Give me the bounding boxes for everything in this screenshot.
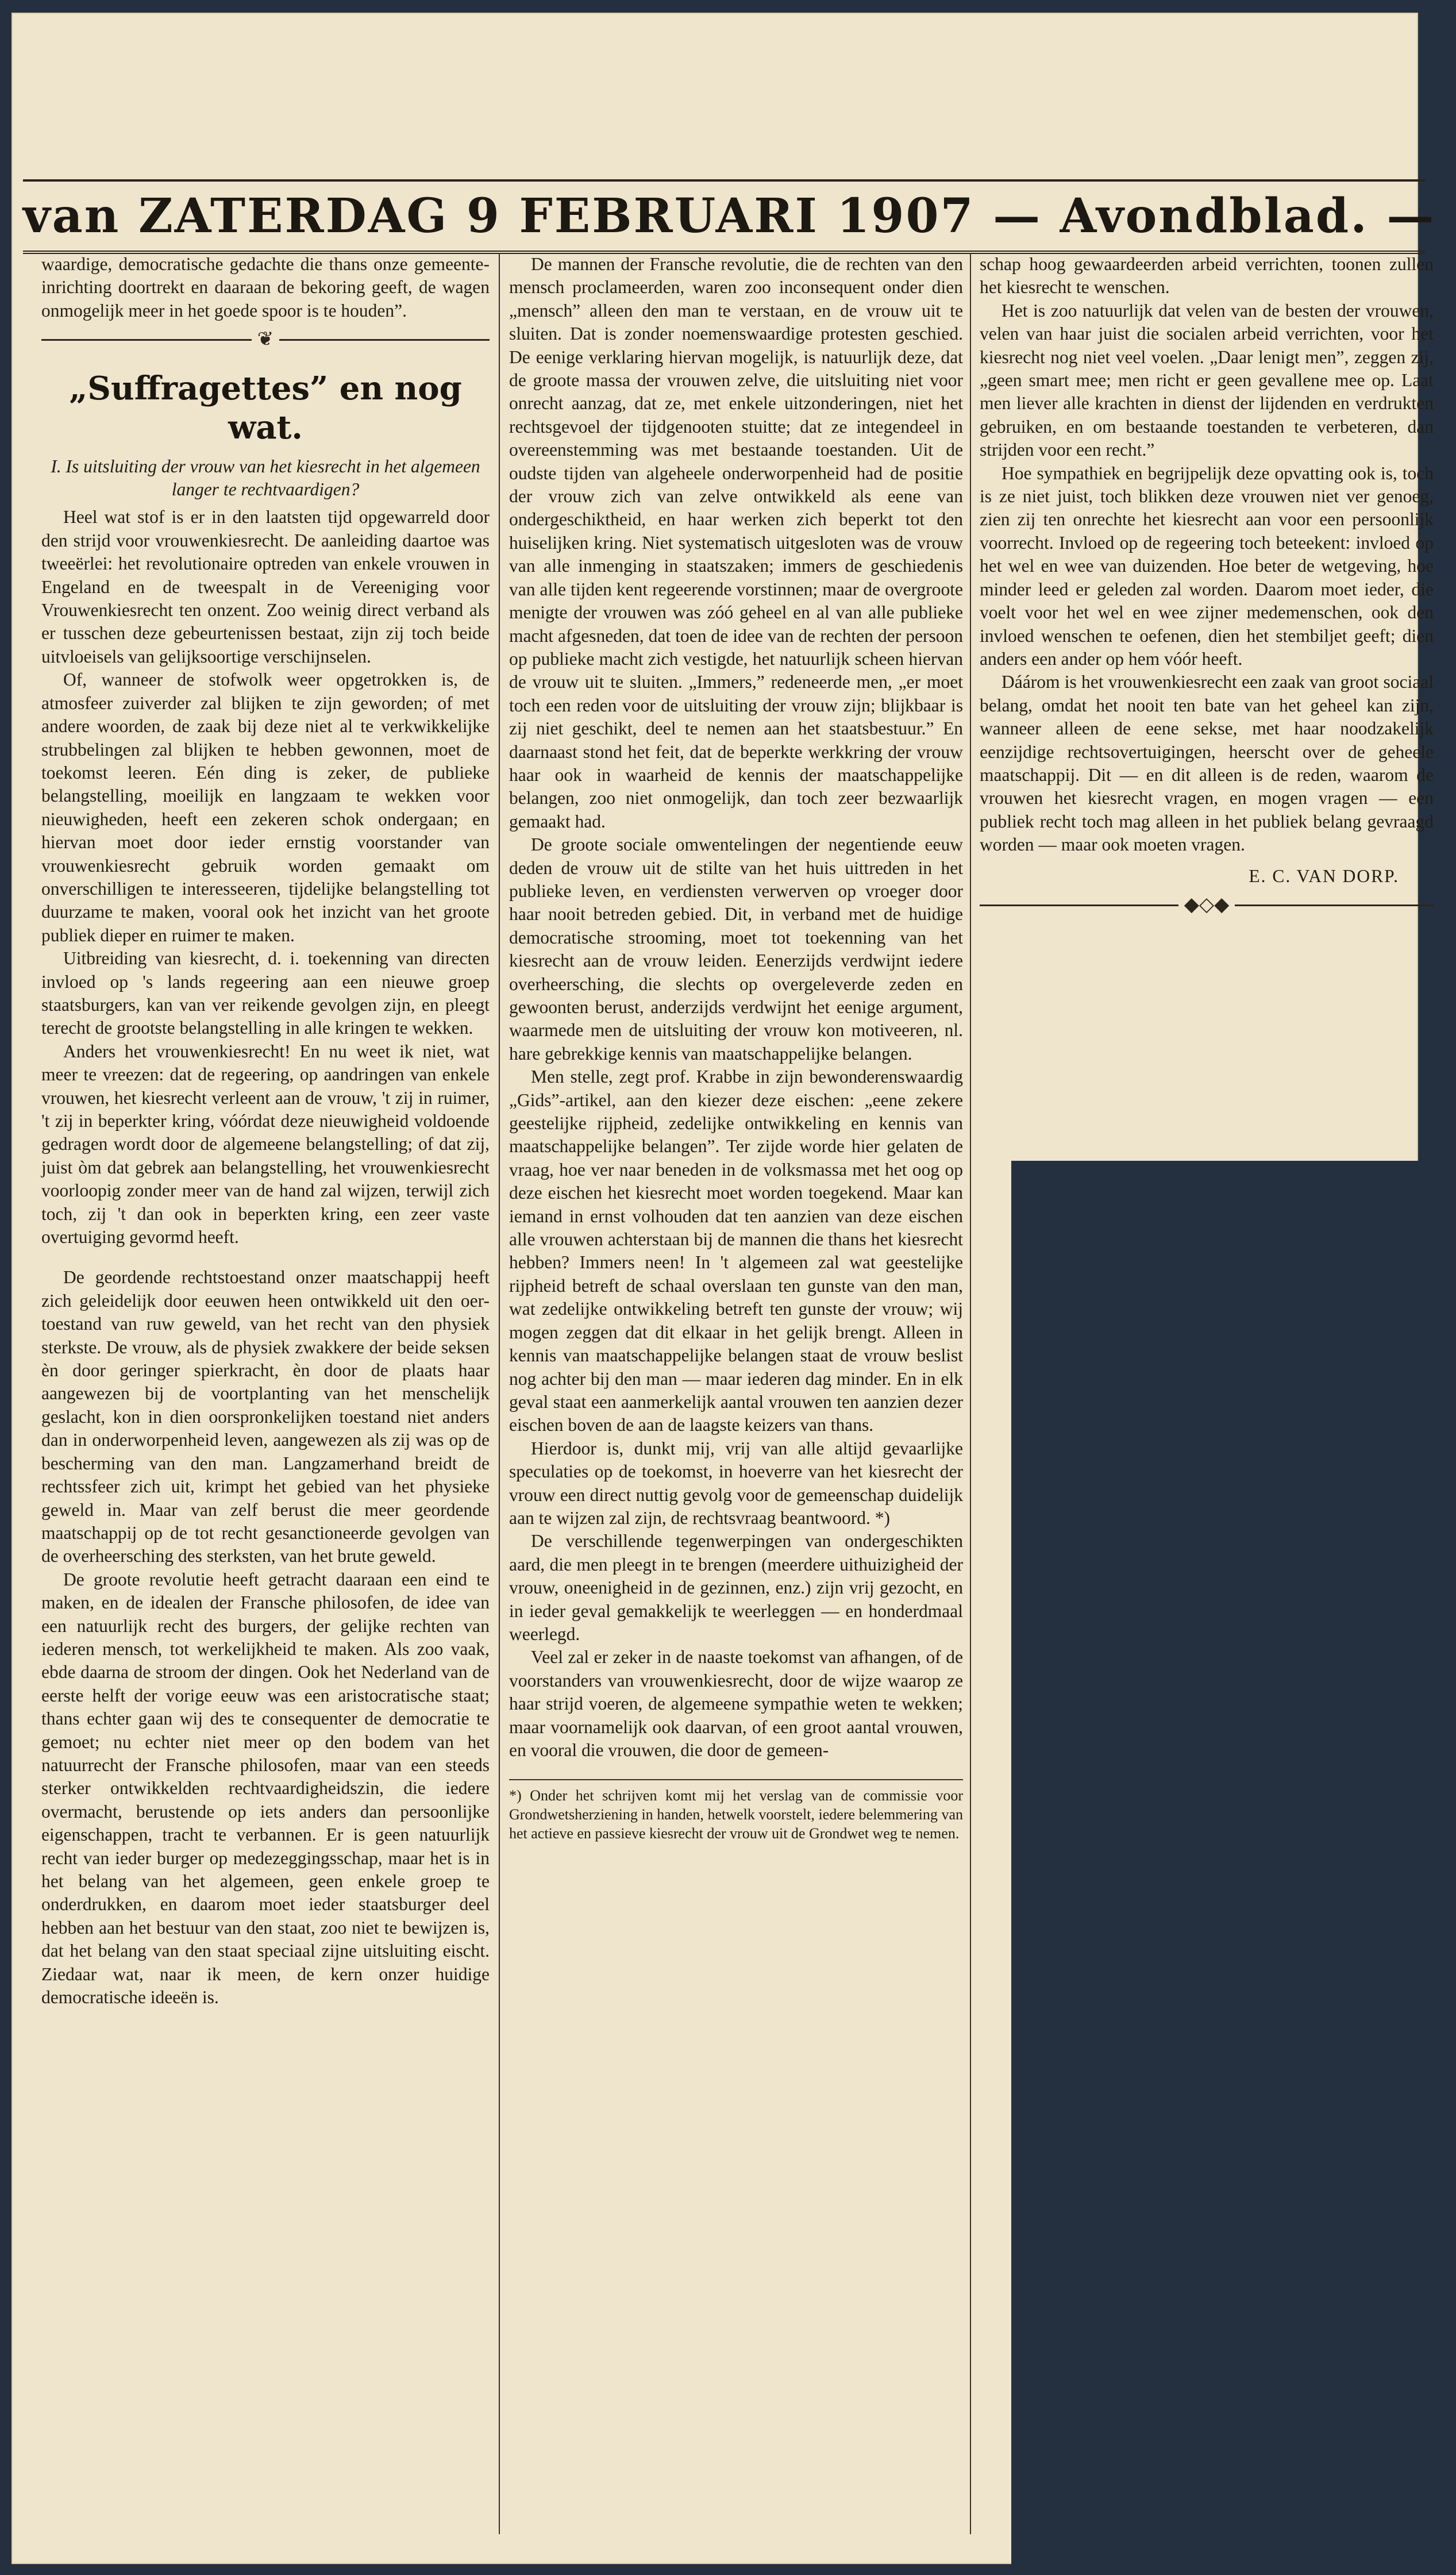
- column-1: [41, 253, 490, 2009]
- paragraph: De verschillende tegenwerpingen van ondergeschikten aard, die men pleegt in te brengen (meerdere uithuizigheid der vrouw, oneenigheid in de gezinnen, enz.) zijn vrij gezocht, en in ieder geval gemakkelijk te weerleggen — en honderdmaal weerlegd.: [509, 1531, 963, 1644]
- paragraph: Hoe sympathiek en begrijpelijk deze opvatting ook is, toch is ze niet juist, toch blikken deze vrouwen niet ver genoeg, zien zij ten onrechte het kiesrecht aan voor een persoonlijk voorrecht. Invloed op de regeering toch beteekent: invloed op het wel en wee van duizenden. Hoe beter de wetgeving, hoe minder leed er geleden zal worden. Daarom moet ieder, die voelt voor het wel en wee zijner medemenschen, ook den invloed wenschen te oefenen, dien het stembiljet geeft; dien anders een ander op hem vóór heeft.: [980, 463, 1434, 669]
- paragraph: Uitbreiding van kiesrecht, d. i. toekenning van directen invloed op 's lands regeering aan een nieuwe groep staatsburgers, kan van ver reikende gevolgen zijn, en pleegt terecht de grootste belangstelling in alle kringen te wekken.: [41, 948, 490, 1038]
- previous-article-ending: waardige, democratische gedachte die thans onze gemeente-inrichting doortrekt en daaraan de bekoring geeft, de wagen onmogelijk meer in het goede spoor is te houden”.: [41, 254, 490, 321]
- paragraph: De geordende rechtstoestand onzer maatschappij heeft zich geleidelijk door eeuwen heen ontwikkeld uit den oer-toestand van ruw geweld, van het recht van den physiek sterkste. De vrouw, als de physiek zwakkere der beide seksen èn door geringer spierkracht, èn door de plaats haar aangewezen bij de voortplanting van het menschelijk geslacht, kon in dien oorspronkelijken toestand niet anders dan in onderworpenheid leven, aangewezen als zij was op de bescherming van den man. Langzamerhand breidt de rechtssfeer zich uit, krimpt het gebied van het physieke geweld in. Maar van zelf berust die meer geordende maatschappij op de tot recht gesanctioneerde gevolgen van de overheersching des sterksten, van het brute geweld.: [41, 1267, 490, 1566]
- paragraph: Anders het vrouwenkiesrecht! En nu weet ik niet, wat meer te vreezen: dat de regeering, op aandringen van enkele vrouwen, het kiesrecht verleent aan de vrouw, 't zij in ruimer, 't zij in beperkter kring, vóórdat deze nieuwigheid voldoende gedragen wordt door de algemeene belangstelling; of dat zij, juist òm dat gebrek aan belangstelling, het vrouwenkiesrecht voorloopig zonder meer van de hand zal wijzen, terwijl zich toch, zij 't dan ook in beperkten kring, een zeer vaste overtuiging gevormd heeft.: [41, 1041, 490, 1248]
- paragraph: Hierdoor is, dunkt mij, vrij van alle altijd gevaarlijke speculaties op de toekomst, in hoeverre van het kiesrecht der vrouw een direct nuttig gevolg voor de gemeenschap duidelijk aan te wijzen zal zijn, de rechtsvraag beantwoord. *): [509, 1438, 963, 1528]
- ornament-divider: ◆◇◆: [980, 894, 1434, 917]
- ornament-divider: ❦: [41, 328, 490, 351]
- paragraph: De mannen der Fransche revolutie, die de rechten van den mensch proclameerden, waren zoo inconsequent onder dien „mensch” alleen den man te verstaan, en de vrouw uit te sluiten. Dat is zonder noemenswaardige protesten geschied. De eenige verklaring hiervan mogelijk, is natuurlijk deze, dat de groote massa der vrouwen zelve, die uitsluiting niet voor onrecht aanzag, dat ze, met enkele uitzonderingen, niet het rechtsgevoel der tijdgenooten stuitte; dat ze integendeel in overeenstemming was met bestaande toestanden. Uit de oudste tijden van algeheele onderworpenheid had de positie der vrouw zich van zelve ontwikkeld als eene van ondergeschiktheid, en haar werken zich beperkt tot den huiselijken kring. Niet systematisch uitgesloten was de vrouw van alle inmenging in staatszaken; immers de geschiedenis van alle tijden kent regeerende vorstinnen; maar de overgroote menigte der vrouwen was zóó geheel en al van alle publieke macht afgesneden, dat toen de idee van de rechten der persoon op publieke macht zich vestigde, het natuurlijk scheen hiervan de vrouw uit te sluiten. „Immers,” redeneerde men, „er moet toch een reden voor de uitsluiting der vrouw zijn; blijkbaar is zij niet geschikt, deel te nemen aan het staatsbestuur.” En daarnaast stond het feit, dat de beperkte werkkring der vrouw haar ook in waarheid de kennis der maatschappelijke belangen, zoo niet onmogelijk, dan toch zeer bezwaarlijk gemaakt had.: [509, 254, 963, 832]
- paragraph: Het is zoo natuurlijk dat velen van de besten der vrouwen, velen van haar juist die socialen arbeid verrichten, voor het kiesrecht nog niet veel voelen. „Daar lenigt men”, zeggen zij, „geen smart mee; men richt er geen gevallene mee op. Laat men liever alle krachten in dienst der lijdenden en verdrukten gebruiken, en om bestaande toestanden te verbeteren, dan strijden voor een recht.”: [980, 300, 1434, 460]
- torn-area: [1011, 1161, 1456, 2575]
- column-3: [980, 253, 1434, 922]
- column-rule: [970, 253, 971, 2534]
- paragraph: De groote revolutie heeft getracht daaraan een eind te maken, en de idealen der Fransche philosofen, de idee van een natuurlijk recht des burgers, der gelijke rechten van iederen mensch, tot werkelijkheid te maken. Als zoo vaak, ebde daarna de stroom der dingen. Ook het Nederland van de eerste helft der vorige eeuw was een aristocratische staat; thans echter gaan wij des te consequenter de democratie te gemoet; nu echter niet meer op den bodem van het natuurrecht der Fransche philosofen, maar van een steeds sterker ontwikkelden rechtvaardigheidszin, die iedere overmacht, berustende op iets anders dan persoonlijke eigenschappen, tracht te verbannen. Er is geen natuurlijk recht van ieder burger op medezeggingsschap, maar het is in het belang van het algemeen, geen enkele groep te onderdrukken, en daarom moet ieder staatsburger deel hebben aan het bestuur van den staat, zoo niet te bewijzen is, dat het belang van den staat speciaal zijne uitsluiting eischt. Ziedaar wat, naar ik meen, de kern onzer huidige democratische ideeën is.: [41, 1569, 490, 2008]
- paragraph: Veel zal er zeker in de naaste toekomst van afhangen, of de voorstanders van vrouwenkiesrecht, door de wijze waarop ze haar strijd voeren, de algemeene sympathie weten te wekken; maar voornamelijk ook daarvan, of een groot aantal vrouwen, en vooral die vrouwen, die door de gemeen-: [509, 1647, 963, 1760]
- article-subtitle: I. Is uitsluiting der vrouw van het kiesrecht in het algemeen langer te rechtvaardigen?: [51, 456, 480, 500]
- paragraph: Of, wanneer de stofwolk weer opgetrokken is, de atmosfeer zuiverder zal blijken te zijn geworden; of met andere woorden, de zaak bij deze niet al te verkwikkelijke strubbelingen zal blijken te hebben gewonnen, moet de toekomst leeren. Eén ding is zeker, de publieke belangstelling, moeilijk en langzaam te wekken voor nieuwigheden, heeft een zekeren schok ondergaan; en hiervan moet door ieder ernstig voorstander van vrouwenkiesrecht gebruik worden gemaakt om onverschilligen te interesseeren, tijdelijke belangstelling tot duurzame te maken, vooral ook het inzicht van het groote publiek dieper en ruimer te maken.: [41, 669, 490, 945]
- masthead-date: van ZATERDAG 9 FEBRUARI 1907 — Avondblad. —: [23, 188, 1436, 244]
- paragraph: Heel wat stof is er in den laatsten tijd opgewarreld door den strijd voor vrouwenkiesrecht. De aanleiding daartoe was tweeërlei: het revolutionaire optreden van enkele vrouwen in Engeland en de tweespalt in de Vereeniging voor Vrouwenkiesrecht ten onzent. Zoo weinig direct verband als er tusschen deze gebeurtenissen bestaat, zijn zij toch beide uitvloeisels van gelijksoortige verschijnselen.: [41, 507, 490, 667]
- footnote: *) Onder het schrijven komt mij het verslag van de commissie voor Grondwetsherziening in handen, hetwelk voorstelt, iedere belemmering van het actieve en passieve kiesrecht der vrouw uit de Grondwet weg te nemen.: [509, 1779, 963, 1843]
- masthead: [23, 179, 1436, 254]
- paragraph: Dáárom is het vrouwenkiesrecht een zaak van groot sociaal belang, omdat het nooit ten bate van het geheel kan zijn, wanneer alleen de eene sekse, met haar noodzakelijk eenzijdige rechtsovertuigingen, heerscht over de geheele maatschappij. Dit — en dit alleen is de reden, waarom de vrouwen het kiesrecht vragen, en mogen vragen — een publiek recht toch mag alleen in het publiek belang gevraagd worden — maar ook moeten vragen.: [980, 672, 1434, 855]
- paragraph: Men stelle, zegt prof. Krabbe in zijn bewonderenswaardig „Gids”-artikel, aan den kiezer deze eischen: „eene zekere geestelijke rijpheid, zedelijke ontwikkeling en kennis van maatschappelijke belangen”. Ter zijde worde hier gelaten de vraag, hoe ver naar beneden in de volksmassa met het oog op deze eischen het kiesrecht moet worden toegekend. Maar kan iemand in ernst volhouden dat ten aanzien van deze eischen alle vrouwen achterstaan bij de mannen die thans het kiesrecht hebben? Immers neen! In 't algemeen zal wat geestelijke rijpheid betreft de schaal overslaan ten gunste van den man, wat zedelijke ontwikkeling betreft ten gunste der vrouw; wij mogen zeggen dat dit elkaar in het gelijk brengt. Alleen in kennis van maatschappelijke belangen staat de vrouw beslist nog achter bij den man — maar iederen dag minder. En in elk geval staat een aanmerkelijk aantal vrouwen ten aanzien dezer eischen boven de aan de laagste keizers van thans.: [509, 1067, 963, 1435]
- paragraph: De groote sociale omwentelingen der negentiende eeuw deden de vrouw uit de stilte van het huis uittreden in het publieke leven, en verdiensten verwerven op vroeger door haar nooit betreden gebied. Dit, in verband met de huidige democratische strooming, moet tot toekenning van het kiesrecht aan de vrouw leiden. Eenerzijds verdwijnt iedere overheersching, die slechts op overgeleverde zeden en gewoonten berust, anderzijds verdwijnt het eenige argument, waarmede men de uitsluiting der vrouw kon motiveeren, nl. hare gebrekkige kennis van maatschappelijke belangen.: [509, 834, 963, 1064]
- paragraph: schap hoog gewaardeerden arbeid verrichten, toonen zullen het kiesrecht te wenschen.: [980, 254, 1434, 298]
- column-rule: [499, 253, 500, 2534]
- author-signature: E. C. VAN DORP.: [1249, 865, 1399, 886]
- column-2: [509, 253, 963, 1843]
- article-title: „Suffragettes” en nog wat.: [69, 369, 462, 447]
